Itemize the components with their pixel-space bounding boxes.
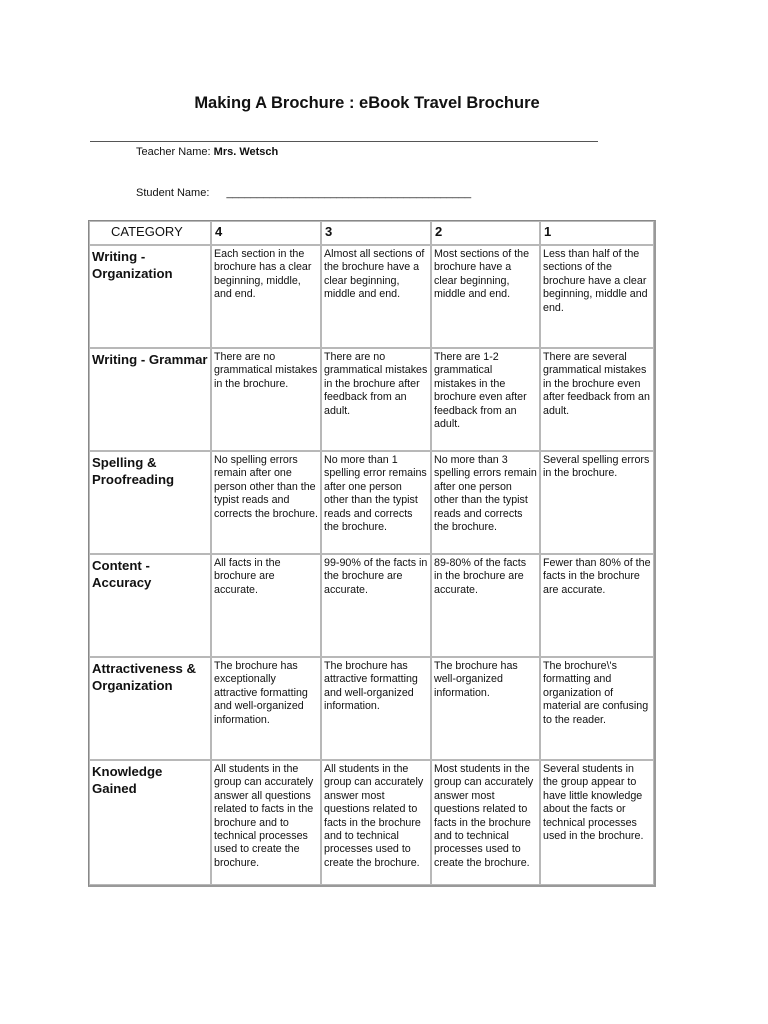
document-title: Making A Brochure : eBook Travel Brochure — [194, 94, 540, 112]
teacher-label: Teacher Name: — [136, 146, 211, 158]
row-category: Content - Accuracy — [89, 554, 211, 657]
table-row — [89, 554, 654, 657]
table-cell: All students in the group can accurately answer all questions related to facts in the brochure and to technical processes used to create the brochure. — [211, 760, 321, 885]
table-cell: Several spelling errors in the brochure. — [540, 451, 654, 554]
table-row — [89, 657, 654, 760]
table-cell: The brochure has exceptionally attractive formatting and well-organized information. — [211, 657, 321, 760]
table-cell: The brochure has attractive formatting and well-organized information. — [321, 657, 431, 760]
header-level-1: 1 — [540, 221, 654, 245]
table-cell: Each section in the brochure has a clear beginning, middle, and end. — [211, 245, 321, 348]
table-cell: The brochure\'s formatting and organization of material are confusing to the reader. — [540, 657, 654, 760]
table-cell: Several students in the group appear to have little knowledge about the facts or technical processes used in the brochure. — [540, 760, 654, 885]
table-cell: Almost all sections of the brochure have a clear beginning, middle and end. — [321, 245, 431, 348]
row-category: Writing - Organization — [89, 245, 211, 348]
table-row — [89, 451, 654, 554]
table-cell: All students in the group can accurately answer most questions related to facts in the brochure and to technical processes used to create the brochure. — [321, 760, 431, 885]
header-level-4: 4 — [211, 221, 321, 245]
header-row — [89, 221, 654, 245]
table-cell: The brochure has well-organized information. — [431, 657, 540, 760]
table-cell: There are no grammatical mistakes in the brochure after feedback from an adult. — [321, 348, 431, 451]
header-level-3: 3 — [321, 221, 431, 245]
table-cell: 99-90% of the facts in the brochure are accurate. — [321, 554, 431, 657]
table-cell: No spelling errors remain after one person other than the typist reads and corrects the brochure. — [211, 451, 321, 554]
student-label: Student Name: — [136, 187, 210, 199]
row-category: Writing - Grammar — [89, 348, 211, 451]
row-category: Spelling & Proofreading — [89, 451, 211, 554]
student-name-blank: ________________________________________ — [226, 187, 472, 199]
table-cell: Most sections of the brochure have a clear beginning, middle and end. — [431, 245, 540, 348]
teacher-name: Mrs. Wetsch — [213, 146, 279, 158]
table-cell: There are no grammatical mistakes in the brochure. — [211, 348, 321, 451]
table-row — [89, 760, 654, 885]
row-category: Knowledge Gained — [89, 760, 211, 885]
header-level-2: 2 — [431, 221, 540, 245]
table-cell: No more than 3 spelling errors remain after one person other than the typist reads and corrects the brochure. — [431, 451, 540, 554]
table-cell: Most students in the group can accurately answer most questions related to facts in the brochure and to technical processes used to create the brochure. — [431, 760, 540, 885]
table-cell: There are several grammatical mistakes in the brochure even after feedback from an adult. — [540, 348, 654, 451]
table-cell: All facts in the brochure are accurate. — [211, 554, 321, 657]
table-cell: 89-80% of the facts in the brochure are accurate. — [431, 554, 540, 657]
table-cell: No more than 1 spelling error remains after one person other than the typist reads and corrects the brochure. — [321, 451, 431, 554]
header-category: CATEGORY — [89, 221, 211, 245]
table-cell: There are 1-2 grammatical mistakes in the brochure even after feedback from an adult. — [431, 348, 540, 451]
table-cell: Less than half of the sections of the brochure have a clear beginning, middle and end. — [540, 245, 654, 348]
table-row — [89, 245, 654, 348]
student-line — [136, 187, 471, 199]
rubric-table — [88, 220, 656, 887]
row-category: Attractiveness & Organization — [89, 657, 211, 760]
table-row — [89, 348, 654, 451]
title-divider — [90, 141, 598, 142]
teacher-line — [136, 146, 278, 158]
table-cell: Fewer than 80% of the facts in the brochure are accurate. — [540, 554, 654, 657]
